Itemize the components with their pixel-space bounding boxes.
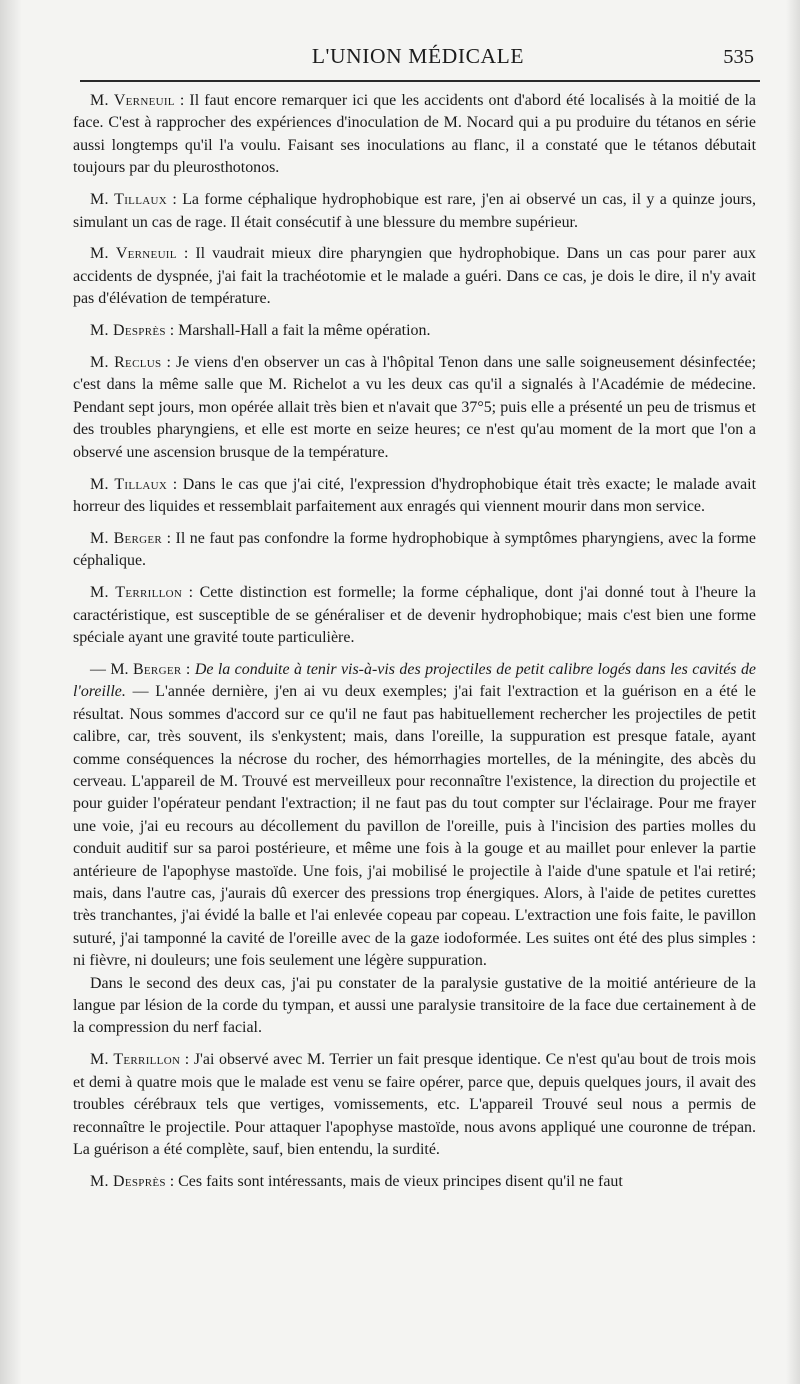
paragraph [73,189,756,234]
speaker-name: M. Tillaux [90,475,168,493]
speaker-name: M. Verneuil [90,92,175,109]
paragraph [73,243,756,310]
paragraph-text: : Je viens d'en observer un cas à l'hôpital Tenon dans une salle soigneusement désinfectée; c'est dans la même salle que M. Richelot a vu les deux cas qu'il a signalés à l'Académie de médecine. Pendant sept jours, mon opérée allait très bien et n'avait que 37°5; puis elle a présenté un peu de trismus et des troubles pharyngiens, et elle est morte en seize heures; ce n'est qu'au moment de la mort que l'on a observé une ascension brusque de la température. [73,354,756,461]
separator: : [181,660,195,678]
paragraph-text: : La forme céphalique hydrophobique est rare, j'en ai observé un cas, il y a quinze jours, simulant un cas de rage. Il était consécutif à une blessure du membre supérieur. [73,191,756,231]
speaker-name: M. Desprès [90,322,166,340]
speaker-name: M. Verneuil [90,245,177,263]
page-number: 535 [723,46,754,68]
paragraph [73,1171,756,1193]
speaker-name: M. Terrillon [90,1051,181,1069]
article-body [73,90,756,1203]
paragraph [73,474,756,519]
paragraph-text: : J'ai observé avec M. Terrier un fait presque identique. Ce n'est qu'au bout de trois mois et demi à quatre mois que le malade est venu se faire opérer, parce que, depuis quelques jours, il avait des troubles cérébraux tels que vertiges, vomissements, etc. L'appareil Trouvé seul nous a permis de reconnaître le projectile. Pour attaquer l'apophyse mastoïde, nous avons appliqué une couronne de trépan. La guérison a été complète, sauf, bien entendu, la surdité. [73,1051,756,1158]
header-rule [80,80,760,82]
section-paragraph [73,659,756,973]
page-header [76,40,760,80]
paragraph-text: : Marshall-Hall a fait la même opération. [165,322,431,340]
section-title: De la conduite à tenir vis-à-vis des projectiles de petit calibre logés dans les cavités de l'oreille. [73,660,756,701]
paragraph-text: : Ces faits sont intéressants, mais de vieux principes disent qu'il ne faut [165,1172,623,1190]
paragraph [73,1049,756,1161]
paragraph [73,973,756,1040]
paragraph [73,90,756,180]
paragraph-text: : Il faut encore remarquer ici que les accidents ont d'abord été localisés à la moitié de la face. C'est à rapprocher des expériences d'inoculation de M. Nocard qui a pu produire du tétanos en série aussi longtemps qu'il l'a voulu. Faisant ses inoculations au flanc, il a constaté que le tétanos débutait toujours par du pleurosthotonos. [73,92,756,177]
paragraph [73,320,756,342]
scan-shadow-right [786,0,800,1384]
paragraph-text: : Il vaudrait mieux dire pharyngien que hydrophobique. Dans un cas pour parer aux accidents de dyspnée, j'ai fait la trachéotomie et le malade a guéri. Dans ce cas, je dois le dire, il n'y avait pas d'élévation de température. [73,245,756,308]
speaker-name: M. Reclus [90,354,162,372]
scan-shadow-left [0,0,22,1384]
paragraph-text: : Cette distinction est formelle; la forme céphalique, dont j'ai donné tout à l'heure la caractéristique, est susceptible de se généraliser et de devenir hydrophobique; mais c'est bien une forme spéciale ayant une gravité toute particulière. [73,584,756,647]
paragraph-text: : Il ne faut pas confondre la forme hydrophobique à symptômes pharyngiens, avec la forme céphalique. [73,529,756,570]
speaker-name: Berger [132,660,182,678]
paragraph [73,352,756,464]
speaker-name: M. Tillaux [90,191,167,209]
paragraph [73,528,756,573]
paragraph-text: — L'année dernière, j'en ai vu deux exemples; j'ai fait l'extraction et la guérison en a été le résultat. Nous sommes d'accord sur ce qu'il ne faut pas habituellement rechercher les projectiles de petit calibre, car, très souvent, ils s'enkystent; mais, dans l'oreille, la suppuration est presque fatale, ayant comme conséquences la nécrose du rocher, des hémorrhagies mortelles, de la méningite, des abcès du cerveau. L'appareil de M. Trouvé est merveilleux pour reconnaître l'existence, la direction du projectile et pour guider l'opérateur pendant l'extraction; il ne faut pas du tout compter sur l'éclairage. Pour me frayer une voie, j'ai eu recours au décollement du pavillon de l'oreille, puis à l'incision des parties molles du conduit auditif sur sa paroi postérieure, et même une fois à la gouge et au maillet pour enlever la partie antérieure de l'apophyse mastoïde. Une fois, j'ai mobilisé le projectile à l'aide d'une spatule et l'ai retiré; mais, dans l'autre cas, j'aurais dû exercer des pressions trop énergiques. Alors, à l'aide de petites curettes très tranchantes, j'ai évidé la balle et l'ai enlevée copeau par copeau. L'extraction une fois faite, le pavillon suturé, j'ai tamponné la cavité de l'oreille avec de la gaze iodoformée. Les suites ont été des plus simples : ni fièvre, ni douleurs; une fois seulement une légère suppuration. [73,683,756,970]
speaker-name: M. Terrillon [90,584,183,602]
paragraph [73,582,756,649]
speaker-name: M. Berger [90,529,163,547]
running-title: L'UNION MÉDICALE [311,44,525,68]
speaker-name: M. Desprès [90,1172,166,1190]
paragraph-text: : Dans le cas que j'ai cité, l'expression d'hydrophobique était très exacte; le malade avait horreur des liquides et ressemblait parfaitement aux enragés qui viennent mourir dans mon service. [73,475,756,515]
paragraph-text: Dans le second des deux cas, j'ai pu constater de la paralysie gustative de la moitié antérieure de la langue par lésion de la corde du tympan, et aussi une paralysie transitoire de la face due certainement à de la compression du nerf facial. [73,974,756,1037]
section-prefix: — M. [90,660,133,678]
